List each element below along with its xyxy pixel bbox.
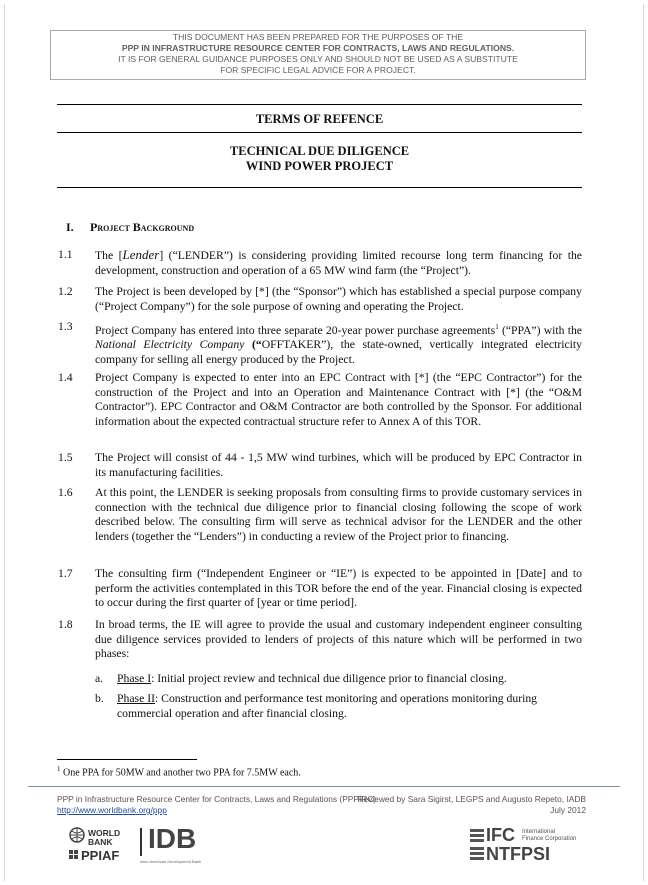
text-run: : Construction and performance test monitoring and operations monitoring during commercial operation and after financial closing.	[117, 692, 538, 720]
section-heading	[66, 220, 194, 235]
ifc-wordmark: IFC	[486, 825, 515, 845]
footnote-ref[interactable]: 1	[495, 323, 499, 331]
footnote-rule	[57, 759, 197, 760]
text-run: OFFTAKER	[261, 338, 322, 352]
logo-bar	[140, 828, 142, 856]
paragraph-number: 1.3	[58, 320, 73, 333]
list-item-phase-1	[95, 672, 582, 687]
logo-text: WORLD	[88, 828, 121, 838]
list-item-phase-2	[95, 692, 582, 721]
phase-label: Phase II	[117, 692, 155, 706]
page-border	[4, 4, 644, 881]
doc-title: TERMS OF REFENCE	[255, 112, 384, 126]
paragraph-1-4	[58, 371, 582, 429]
text-run: Project Company has entered into three separate 20-year power purchase agreements	[95, 323, 496, 337]
text-run: ”), the state-owned, vertically integrated electricity company for selling all energy produced by the Project.	[95, 338, 582, 367]
paragraph-1-7	[58, 567, 582, 611]
footer-rule	[28, 786, 620, 787]
paragraph-number: 1.8	[58, 618, 73, 631]
doc-subtitle-2: WIND POWER PROJECT	[245, 159, 394, 173]
list-marker: a.	[95, 671, 104, 685]
footer-reviewers: Reviewed by Sara Sigirst, LEGPS and Augusto Repeto, IADB	[357, 794, 586, 804]
paragraph-number: 1.6	[58, 486, 73, 499]
paragraph-text	[95, 248, 582, 278]
paragraph-number: 1.2	[58, 285, 73, 298]
ntfpsi-wordmark: NTFPSI	[486, 844, 551, 864]
section-title: Project Background	[90, 220, 195, 234]
list-marker: b.	[95, 692, 104, 706]
rule-bottom	[57, 187, 582, 188]
paragraph-text: Project Company is expected to enter into an EPC Contract with [*] (the “EPC Contractor”) for the construction of the Project and into an Operation and Maintenance Contract with [*] (the “O&M Contractor”). EPC Contractor and O&M Contractor are both controlled by the Sponsor. For additional information about the expected contractual structure refer to Annex A of this TOR.	[95, 371, 582, 428]
idb-subtitle: Inter-American Development Bank	[140, 859, 202, 864]
paragraph-1-3	[58, 320, 582, 368]
disclaimer-line: FOR SPECIFIC LEGAL ADVICE FOR A PROJECT.	[220, 65, 416, 75]
logo-text: International	[522, 829, 556, 835]
rule-top	[57, 104, 582, 105]
paragraph-text: The consulting firm (“Independent Engineer or “IE”) is expected to be appointed in [Date] and to perform the activities contemplated in this TOR before the end of the year. Financial closing is expected to occur during the first quarter of [year or time period].	[95, 567, 582, 610]
ifc-subtitle	[522, 829, 576, 843]
footer-source: PPP in Infrastructure Resource Center for Contracts, Laws and Regulations (PPPIRC)	[57, 794, 377, 804]
footer-right	[357, 794, 586, 816]
text-run: (“	[244, 338, 262, 352]
ppiaf-wordmark: PPIAF	[81, 848, 120, 863]
text-run: ] (“LENDER”) is considering providing limited recourse long term financing for the development, construction and operation of a 65 MW wind farm (the “Project”).	[95, 249, 582, 277]
disclaimer-line: THIS DOCUMENT HAS BEEN PREPARED FOR THE PURPOSES OF THE	[172, 32, 464, 42]
paragraph-number: 1.4	[58, 371, 73, 384]
rule-mid	[57, 132, 582, 133]
ifc-stripes-icon	[470, 829, 484, 861]
footer-date: July 2012	[550, 805, 586, 815]
paragraph-number: 1.7	[58, 567, 73, 580]
paragraph-1-8	[58, 618, 582, 722]
list-text	[117, 672, 582, 687]
disclaimer-line: PPP IN INFRASTRUCTURE RESOURCE CENTER FOR CONTRACTS, LAWS AND REGULATIONS.	[121, 43, 515, 53]
doc-subtitle-1: TECHNICAL DUE DILIGENCE	[229, 144, 410, 158]
paragraph-number: 1.5	[58, 451, 73, 464]
disclaimer-box	[50, 30, 586, 80]
footnote-text: One PPA for 50MW and another two PPA for 7.5MW each.	[60, 767, 301, 779]
logo-text: Finance Corporation	[522, 836, 577, 842]
text-run: : Initial project review and technical due diligence prior to financial closing.	[151, 671, 507, 685]
text-run: The [	[95, 249, 123, 262]
worldbank-wordmark	[88, 829, 120, 847]
logo-text: BANK	[88, 837, 113, 847]
idb-wordmark: IDB	[148, 823, 197, 854]
paragraph-1-6	[58, 486, 582, 544]
paragraph-1-1	[58, 248, 582, 278]
footnote-number: 1	[57, 765, 61, 773]
paragraph-text: In broad terms, the IE will agree to provide the usual and customary independent engineer consulting due diligence services provided to lenders of projects of this nature which will be performed in two phases:	[95, 618, 582, 661]
phase-label: Phase I	[117, 671, 152, 685]
paragraph-text: At this point, the LENDER is seeking proposals from consulting firms to provide customary services in connection with the technical due diligence prior to financial closing following the scope of work described below. The consulting firm will serve as technical advisor for the LENDER and the other lenders (together the “Lenders”) in conducting a review of the Project prior to financing.	[95, 486, 582, 543]
footer-link[interactable]: http://www.worldbank.org/ppp	[57, 805, 167, 815]
paragraph-1-5	[58, 451, 582, 480]
paragraph-text	[95, 320, 582, 368]
text-run: (“PPA”) with the	[498, 323, 582, 337]
text-run-italic: National Electricity Company	[95, 338, 245, 352]
section-number: I.	[66, 220, 74, 234]
disclaimer-line: IT IS FOR GENERAL GUIDANCE PURPOSES ONLY AND SHOULD NOT BE USED AS A SUBSTITUTE	[118, 54, 518, 64]
footer-left	[57, 794, 376, 816]
paragraph-number: 1.1	[58, 248, 73, 261]
list-text	[117, 692, 582, 721]
footnote	[57, 765, 301, 778]
paragraph-text: The Project is been developed by [*] (the “Sponsor”) which has established a special purpose company (“Project Company”) for the sole purpose of owning and operating the Project.	[95, 285, 582, 313]
text-run-italic: Lender	[122, 247, 160, 262]
paragraph-text: The Project will consist of 44 - 1,5 MW wind turbines, which will be produced by EPC Contractor in its manufacturing facilities.	[95, 451, 582, 479]
paragraph-1-2	[58, 285, 582, 314]
